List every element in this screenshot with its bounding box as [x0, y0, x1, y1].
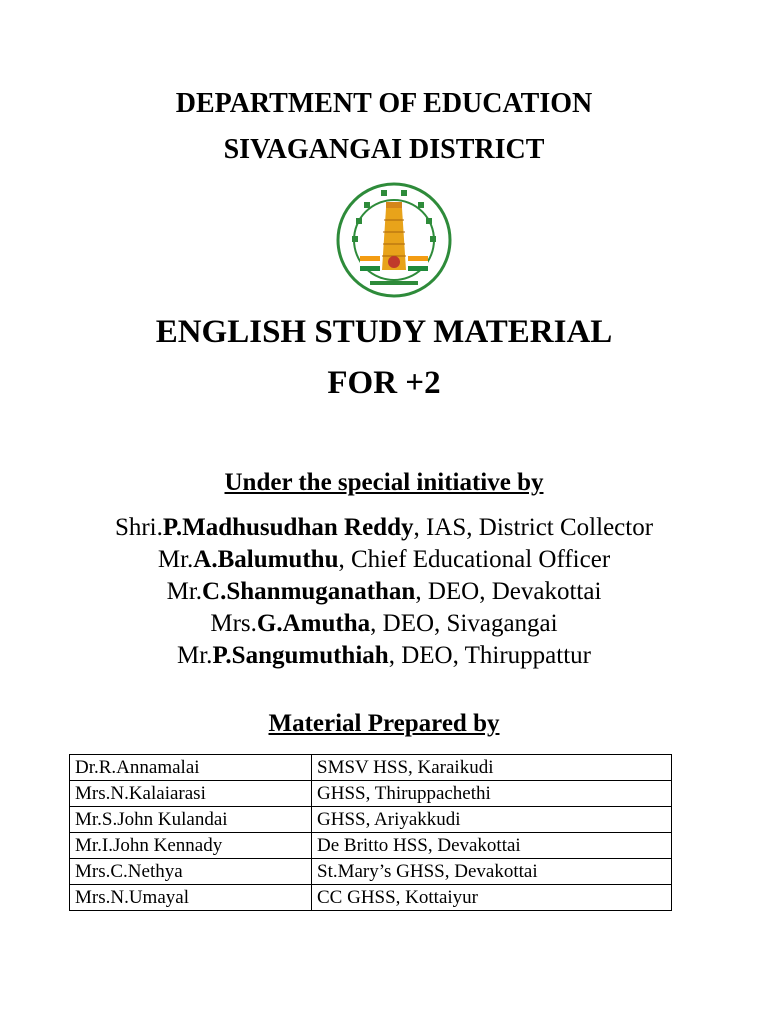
author-school: GHSS, Thiruppachethi	[312, 781, 672, 807]
table-row	[70, 833, 672, 859]
initiative-person: Mrs.G.Amutha, DEO, Sivagangai	[210, 610, 558, 637]
author-school: St.Mary’s GHSS, Devakottai	[312, 859, 672, 885]
author-name: Dr.R.Annamalai	[70, 755, 312, 781]
prepared-table	[69, 754, 672, 911]
tamil-nadu-emblem-icon	[334, 180, 454, 300]
author-school: SMSV HSS, Karaikudi	[312, 755, 672, 781]
table-row	[70, 885, 672, 911]
table-row	[70, 781, 672, 807]
material-title: ENGLISH STUDY MATERIAL	[155, 314, 613, 350]
initiative-person: Shri.P.Madhusudhan Reddy, IAS, District Collector	[114, 514, 654, 541]
initiative-heading: Under the special initiative by	[224, 469, 544, 496]
author-name: Mrs.C.Nethya	[70, 859, 312, 885]
table-row	[70, 807, 672, 833]
department-title: DEPARTMENT OF EDUCATION	[175, 88, 593, 119]
initiative-person: Mr.C.Shanmuganathan, DEO, Devakottai	[166, 578, 602, 605]
author-school: CC GHSS, Kottaiyur	[312, 885, 672, 911]
table-row	[70, 859, 672, 885]
author-school: GHSS, Ariyakkudi	[312, 807, 672, 833]
author-name: Mr.S.John Kulandai	[70, 807, 312, 833]
author-school: De Britto HSS, Devakottai	[312, 833, 672, 859]
class-title: FOR +2	[327, 365, 441, 401]
author-name: Mrs.N.Umayal	[70, 885, 312, 911]
initiative-list	[0, 512, 768, 672]
author-name: Mr.I.John Kennady	[70, 833, 312, 859]
district-title: SIVAGANGAI DISTRICT	[223, 134, 545, 165]
initiative-person: Mr.A.Balumuthu, Chief Educational Officer	[157, 546, 611, 573]
prepared-heading: Material Prepared by	[268, 710, 500, 737]
initiative-person: Mr.P.Sangumuthiah, DEO, Thiruppattur	[177, 642, 591, 669]
author-name: Mrs.N.Kalaiarasi	[70, 781, 312, 807]
table-row	[70, 755, 672, 781]
